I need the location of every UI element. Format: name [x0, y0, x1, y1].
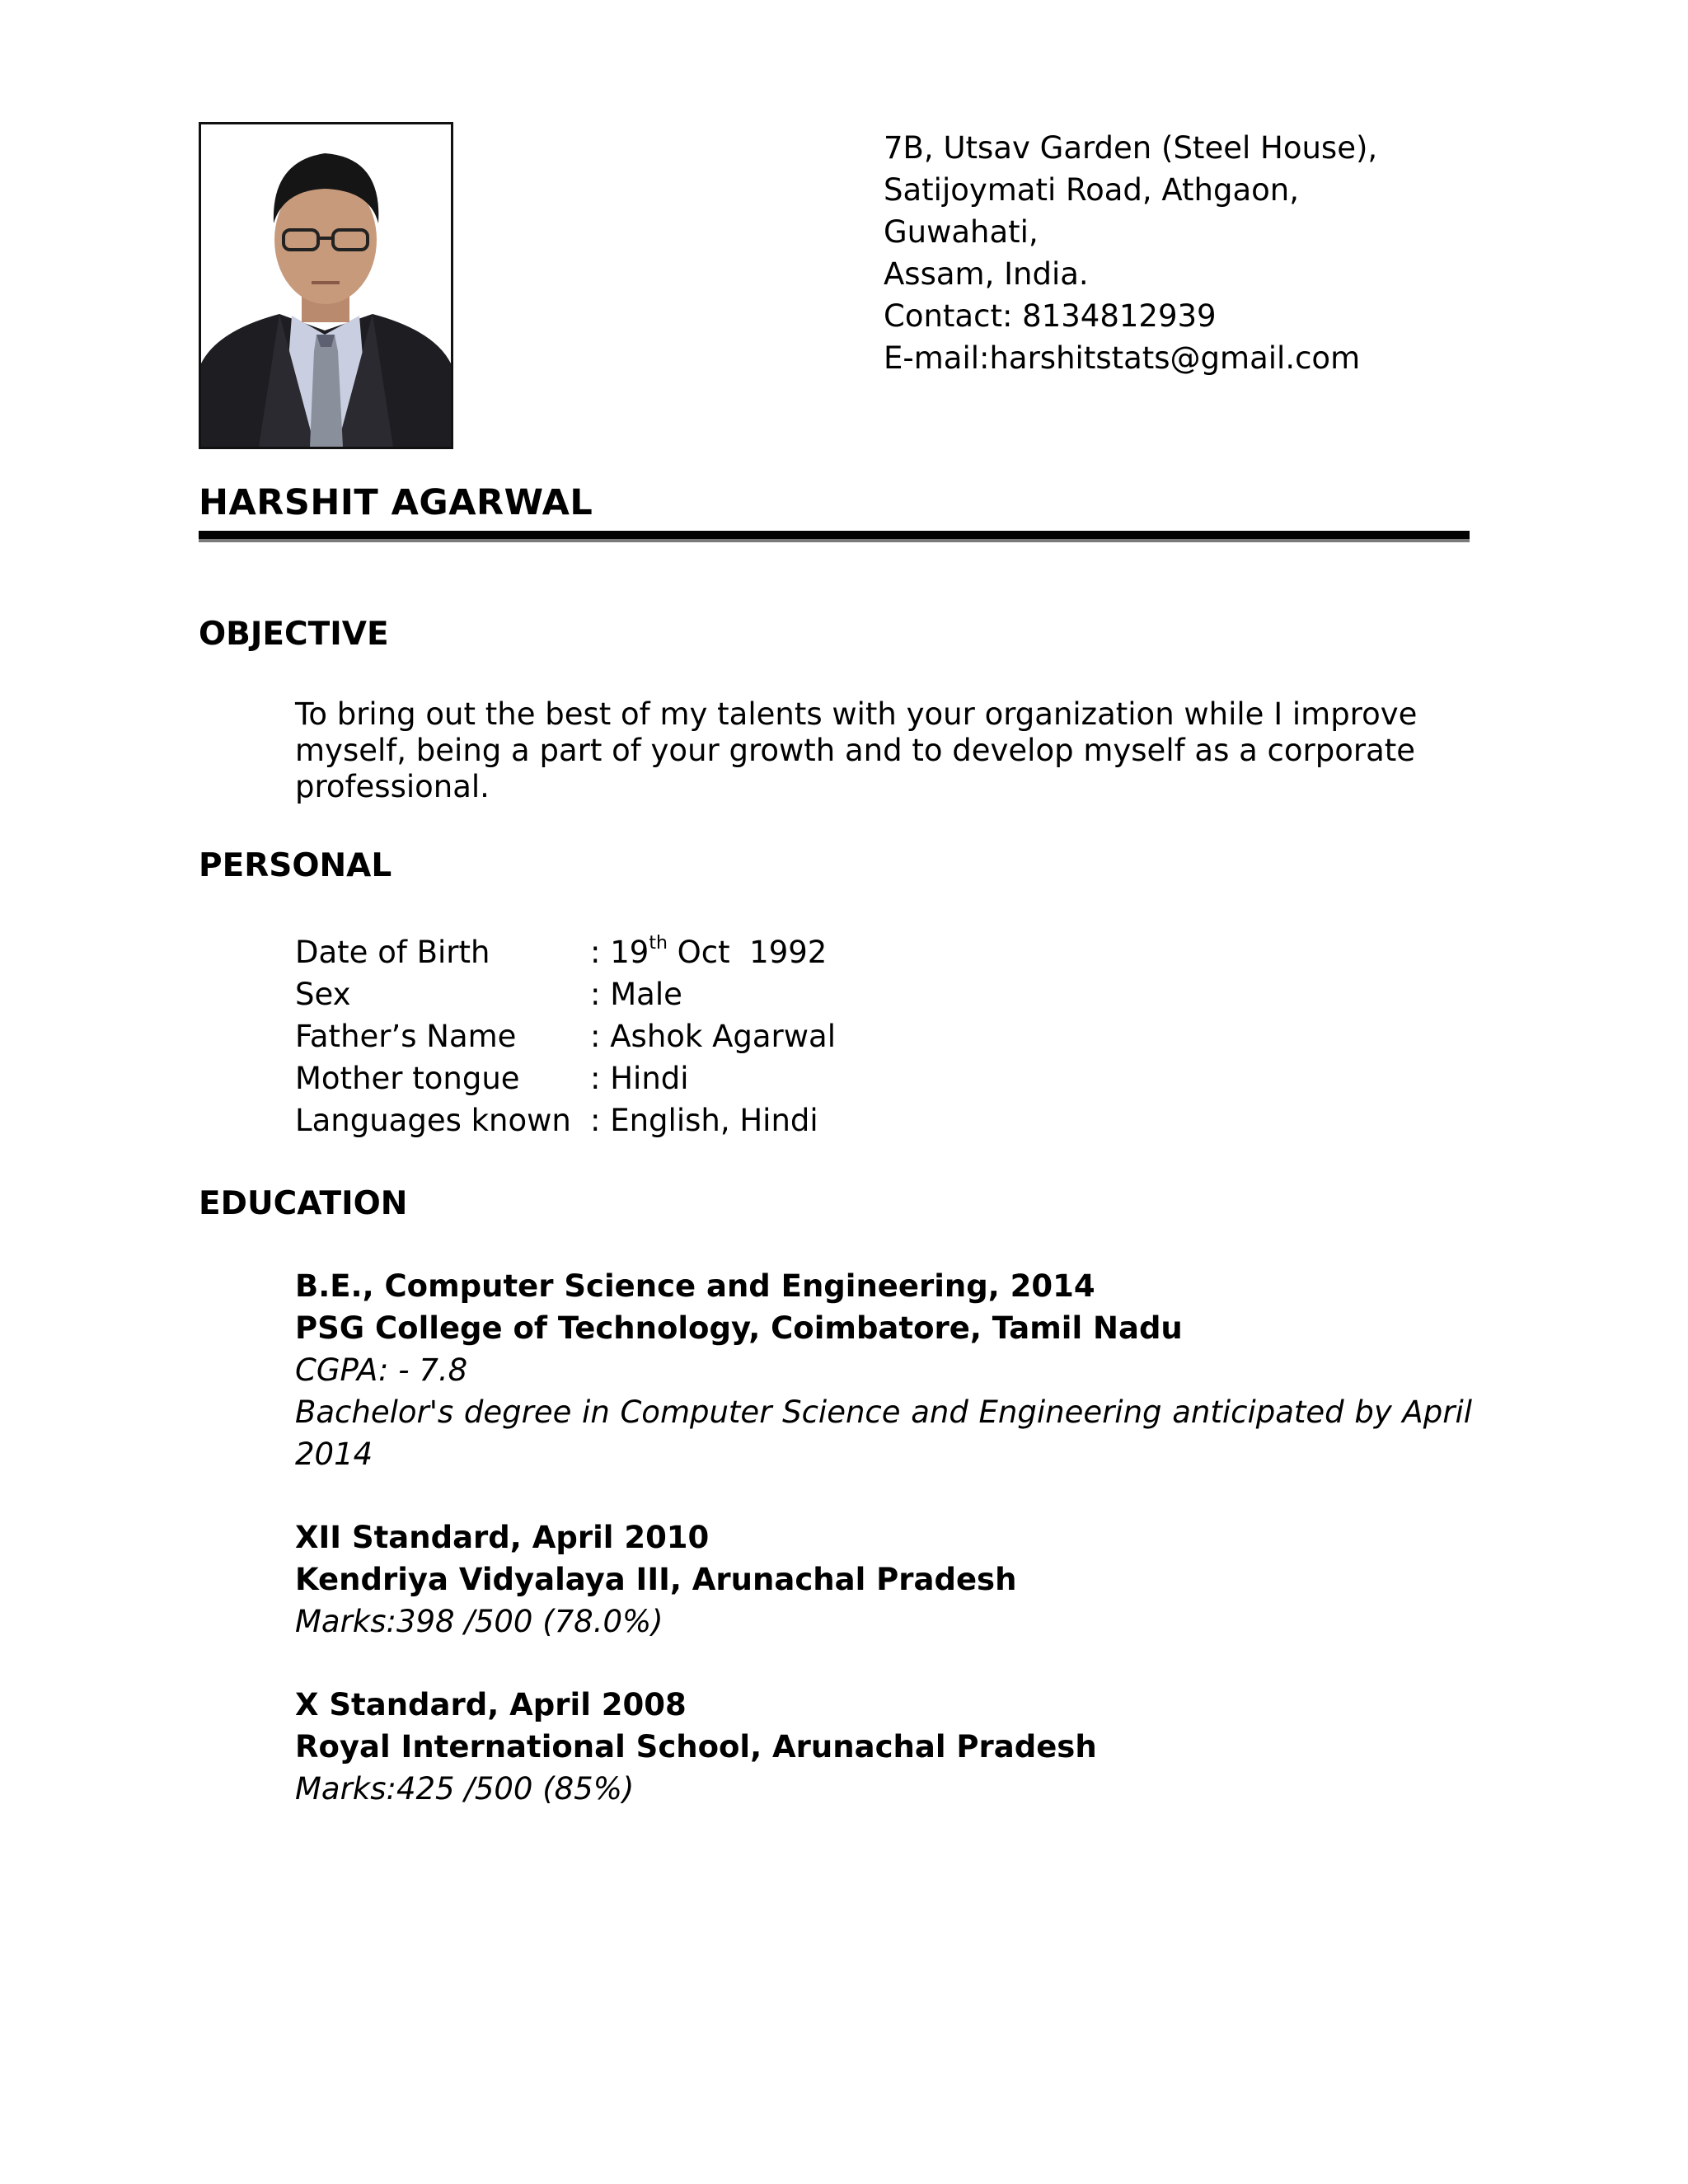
personal-label: Date of Birth [295, 935, 490, 970]
personal-heading: PERSONAL [199, 847, 392, 884]
contact-address [884, 127, 1377, 379]
dob-suffix: th [649, 932, 668, 954]
education-entry [295, 1265, 1472, 1475]
personal-label: Sex [295, 977, 351, 1012]
dob-month-year: Oct 1992 [667, 935, 828, 970]
personal-value: : Hindi [590, 1061, 689, 1096]
contact-email: E-mail:harshitstats@gmail.com [884, 340, 1361, 376]
personal-value: : English, Hindi [590, 1103, 818, 1138]
personal-row [295, 1099, 836, 1141]
personal-value: : Male [590, 977, 682, 1012]
education-heading: EDUCATION [199, 1185, 408, 1222]
education-institution: Kendriya Vidyalaya III, Arunachal Pradesh [295, 1562, 1017, 1597]
address-line: Guwahati, [884, 214, 1039, 250]
personal-row [295, 1015, 836, 1057]
personal-value [590, 931, 827, 973]
profile-photo [199, 122, 453, 449]
personal-label: Mother tongue [295, 1061, 520, 1096]
education-score: Marks:398 /500 (78.0%) [295, 1604, 663, 1639]
education-entry [295, 1516, 1472, 1643]
name-divider [199, 531, 1470, 539]
personal-row [295, 931, 836, 973]
objective-text: To bring out the best of my talents with your organization while I improve myself, being a part of your growth and to develop myself as a corporate professional. [295, 696, 1418, 804]
address-line: 7B, Utsav Garden (Steel House), [884, 130, 1378, 166]
candidate-name: HARSHIT AGARWAL [199, 482, 593, 523]
education-degree: X Standard, April 2008 [295, 1687, 687, 1722]
personal-row [295, 973, 836, 1015]
personal-label: Languages known [295, 1103, 571, 1138]
education-note: Bachelor's degree in Computer Science and Engineering anticipated by April 2014 [295, 1394, 1472, 1472]
personal-row [295, 1057, 836, 1099]
education-entry [295, 1684, 1472, 1810]
dob-day: : 19 [590, 935, 649, 970]
education-score: CGPA: - 7.8 [295, 1352, 468, 1388]
education-institution: Royal International School, Arunachal Pradesh [295, 1729, 1097, 1765]
personal-details [295, 931, 836, 1141]
address-line: Satijoymati Road, Athgaon, [884, 172, 1300, 208]
address-line: Assam, India. [884, 256, 1089, 292]
contact-phone: Contact: 8134812939 [884, 298, 1217, 334]
education-degree: B.E., Computer Science and Engineering, 2014 [295, 1268, 1095, 1304]
education-degree: XII Standard, April 2010 [295, 1520, 710, 1555]
objective-heading: OBJECTIVE [199, 616, 389, 653]
personal-value: : Ashok Agarwal [590, 1019, 836, 1054]
education-score: Marks:425 /500 (85%) [295, 1771, 635, 1807]
personal-label: Father’s Name [295, 1019, 517, 1054]
education-institution: PSG College of Technology, Coimbatore, Tamil Nadu [295, 1310, 1183, 1346]
